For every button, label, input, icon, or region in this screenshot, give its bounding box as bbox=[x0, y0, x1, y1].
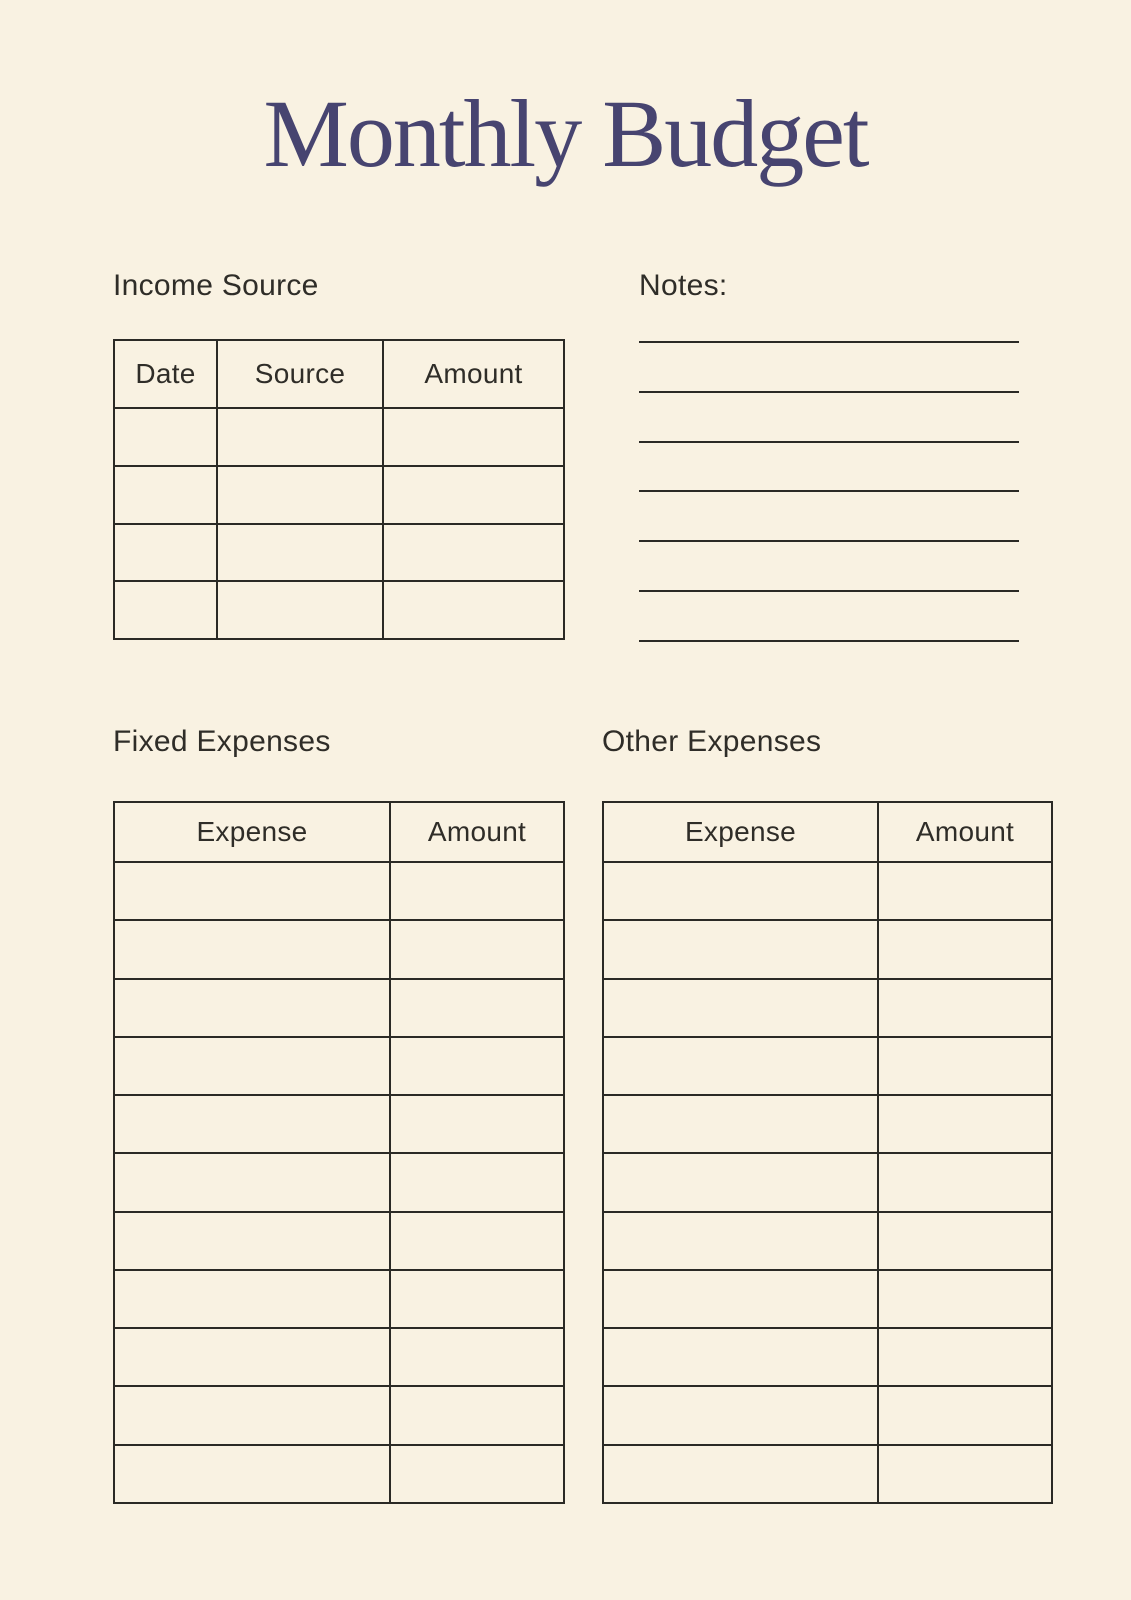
empty-cell bbox=[216, 525, 382, 581]
table-header-row bbox=[115, 341, 563, 407]
empty-cell bbox=[389, 1096, 563, 1152]
table-row bbox=[115, 1385, 563, 1443]
empty-cell bbox=[382, 409, 563, 465]
empty-cell bbox=[877, 1446, 1051, 1502]
empty-cell bbox=[115, 467, 216, 523]
table-row bbox=[115, 1444, 563, 1502]
table-row bbox=[115, 1269, 563, 1327]
table-row bbox=[115, 465, 563, 523]
empty-cell bbox=[115, 1213, 389, 1269]
empty-cell bbox=[115, 409, 216, 465]
income-source-table bbox=[113, 339, 565, 640]
empty-cell bbox=[115, 1387, 389, 1443]
empty-cell bbox=[389, 1271, 563, 1327]
empty-cell bbox=[877, 863, 1051, 919]
empty-cell bbox=[216, 467, 382, 523]
empty-cell bbox=[389, 1329, 563, 1385]
empty-cell bbox=[877, 1038, 1051, 1094]
note-line bbox=[639, 391, 1019, 393]
empty-cell bbox=[877, 1387, 1051, 1443]
empty-cell bbox=[115, 1446, 389, 1502]
fixed-expenses-heading: Fixed Expenses bbox=[113, 725, 331, 758]
empty-cell bbox=[877, 980, 1051, 1036]
empty-cell bbox=[382, 582, 563, 638]
empty-cell bbox=[604, 921, 877, 977]
empty-cell bbox=[389, 1446, 563, 1502]
table-row bbox=[604, 1385, 1051, 1443]
empty-cell bbox=[389, 1038, 563, 1094]
note-line bbox=[639, 441, 1019, 443]
empty-cell bbox=[216, 409, 382, 465]
other-expenses-table bbox=[602, 801, 1053, 1504]
notes-heading: Notes: bbox=[639, 269, 728, 302]
empty-cell bbox=[115, 582, 216, 638]
empty-cell bbox=[115, 1154, 389, 1210]
table-header-row bbox=[604, 803, 1051, 861]
empty-cell bbox=[115, 1038, 389, 1094]
table-row bbox=[115, 919, 563, 977]
empty-cell bbox=[382, 467, 563, 523]
table-row bbox=[115, 1327, 563, 1385]
income-source-heading: Income Source bbox=[113, 269, 319, 302]
other-expenses-heading: Other Expenses bbox=[602, 725, 822, 758]
column-header-amount: Amount bbox=[382, 341, 563, 407]
table-row bbox=[604, 1094, 1051, 1152]
table-row bbox=[604, 978, 1051, 1036]
table-row bbox=[604, 919, 1051, 977]
empty-cell bbox=[604, 980, 877, 1036]
note-line bbox=[639, 590, 1019, 592]
empty-cell bbox=[115, 863, 389, 919]
table-row bbox=[604, 1269, 1051, 1327]
table-row bbox=[115, 861, 563, 919]
empty-cell bbox=[604, 1446, 877, 1502]
column-header-expense: Expense bbox=[684, 816, 797, 847]
column-header-expense: Expense bbox=[196, 816, 308, 847]
empty-cell bbox=[389, 1387, 563, 1443]
table-header-row bbox=[115, 803, 563, 861]
column-header-amount: Amount bbox=[877, 803, 1051, 861]
note-line bbox=[639, 490, 1019, 492]
table-row bbox=[115, 1036, 563, 1094]
empty-cell bbox=[877, 921, 1051, 977]
notes-lines bbox=[639, 341, 1019, 642]
empty-cell bbox=[604, 863, 877, 919]
empty-cell bbox=[604, 1329, 877, 1385]
empty-cell bbox=[389, 863, 563, 919]
table-row bbox=[604, 1211, 1051, 1269]
empty-cell bbox=[877, 1154, 1051, 1210]
empty-cell bbox=[604, 1096, 877, 1152]
table-row bbox=[115, 580, 563, 638]
column-header-date: Date bbox=[135, 358, 196, 389]
empty-cell bbox=[604, 1213, 877, 1269]
empty-cell bbox=[115, 980, 389, 1036]
table-row bbox=[604, 1327, 1051, 1385]
column-header-source: Source bbox=[216, 341, 382, 407]
empty-cell bbox=[115, 1329, 389, 1385]
note-line bbox=[639, 540, 1019, 542]
empty-cell bbox=[115, 921, 389, 977]
empty-cell bbox=[115, 525, 216, 581]
empty-cell bbox=[604, 1271, 877, 1327]
column-header-amount: Amount bbox=[389, 803, 563, 861]
page-title: Monthly Budget bbox=[263, 80, 868, 187]
empty-cell bbox=[877, 1096, 1051, 1152]
table-row bbox=[115, 1152, 563, 1210]
empty-cell bbox=[604, 1154, 877, 1210]
empty-cell bbox=[389, 1213, 563, 1269]
empty-cell bbox=[604, 1387, 877, 1443]
table-row bbox=[604, 861, 1051, 919]
empty-cell bbox=[389, 921, 563, 977]
fixed-expenses-table bbox=[113, 801, 565, 1504]
table-row bbox=[604, 1036, 1051, 1094]
empty-cell bbox=[382, 525, 563, 581]
empty-cell bbox=[604, 1038, 877, 1094]
empty-cell bbox=[877, 1271, 1051, 1327]
note-line bbox=[639, 341, 1019, 343]
empty-cell bbox=[877, 1213, 1051, 1269]
note-line bbox=[639, 640, 1019, 642]
table-row bbox=[115, 523, 563, 581]
empty-cell bbox=[115, 1271, 389, 1327]
table-row bbox=[115, 1094, 563, 1152]
empty-cell bbox=[877, 1329, 1051, 1385]
table-row bbox=[115, 978, 563, 1036]
table-row bbox=[115, 407, 563, 465]
empty-cell bbox=[216, 582, 382, 638]
table-row bbox=[115, 1211, 563, 1269]
empty-cell bbox=[389, 1154, 563, 1210]
table-row bbox=[604, 1152, 1051, 1210]
empty-cell bbox=[115, 1096, 389, 1152]
table-row bbox=[604, 1444, 1051, 1502]
empty-cell bbox=[389, 980, 563, 1036]
